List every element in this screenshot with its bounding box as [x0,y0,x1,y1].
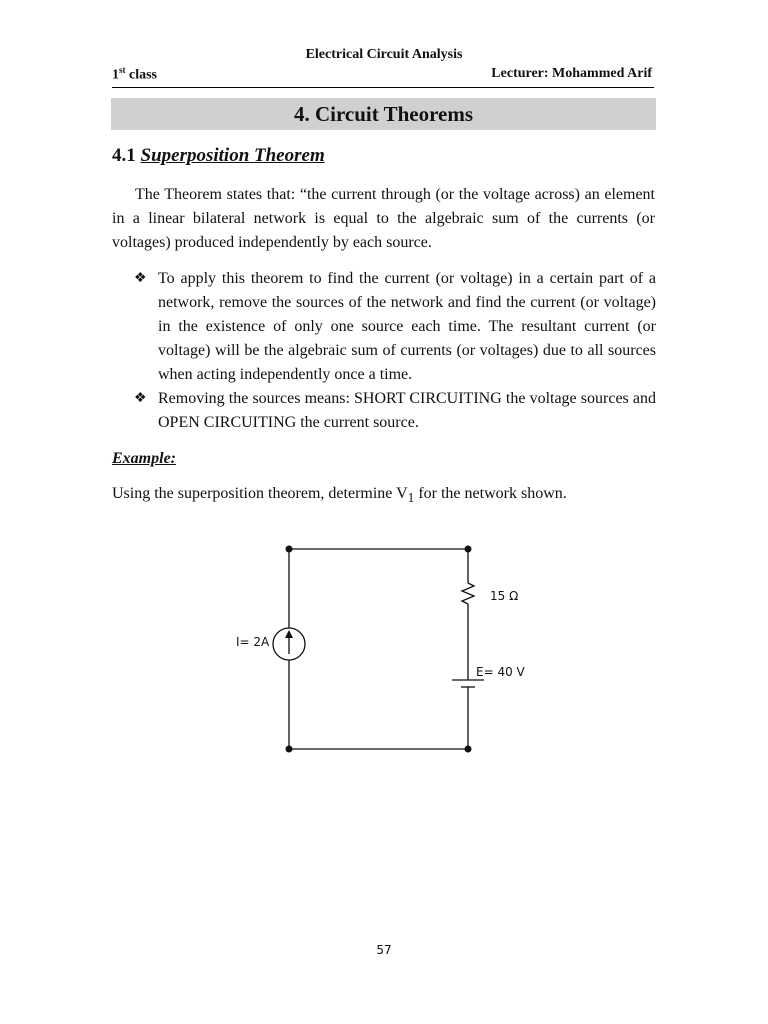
bullet-diamond-icon: ❖ [134,271,147,286]
bullet-diamond-icon: ❖ [134,391,147,406]
header-course-title: Electrical Circuit Analysis [305,47,463,62]
resistor-label: 15 Ω [490,589,519,603]
header-class [112,65,157,84]
header-class-suffix: st [119,65,126,75]
page-number: 57 [376,943,392,957]
bullet-item [134,387,656,435]
section-number: 4.1 [112,145,136,166]
chapter-title: 4. Circuit Theorems [111,98,656,130]
resistor-symbol [462,583,474,604]
task-text-before: Using the superposition theorem, determine V [112,485,408,502]
example-label: Example: [112,450,176,467]
bullet-item [134,267,656,387]
current-arrow-icon [285,630,293,638]
current-source-label: I= 2A [236,635,270,649]
circuit-diagram [220,530,550,770]
header-divider [112,87,654,88]
section-name: Superposition Theorem [140,145,325,166]
header-class-word: class [125,67,157,83]
voltage-source-label: E= 40 V [476,665,525,679]
bullet-text: To apply this theorem to find the current (or voltage) in a certain part of a network, remove the sources of the network and find the current (or voltage) in the existence of only one source each time. The resultant current (or voltage) will be the algebraic sum of currents (or voltages) due to all sources when acting independently once a time. [158,270,656,383]
node-bottom-left [286,746,293,753]
header-class-number: 1 [112,67,119,83]
example-task [112,485,567,506]
section-heading [112,145,325,167]
intro-paragraph: The Theorem states that: “the current through (or the voltage across) an element in a linear bilateral network is equal to the algebraic sum of the currents (or voltages) produced independently by each source. [112,186,655,251]
task-subscript: 1 [407,490,415,506]
node-bottom-right [465,746,472,753]
node-top-left [286,546,293,553]
bullet-text: Removing the sources means: SHORT CIRCUITING the voltage sources and OPEN CIRCUITING the current source. [158,390,656,431]
header-lecturer: Lecturer: Mohammed Arif [491,66,652,81]
node-top-right [465,546,472,553]
task-text-after: for the network shown. [414,485,567,502]
